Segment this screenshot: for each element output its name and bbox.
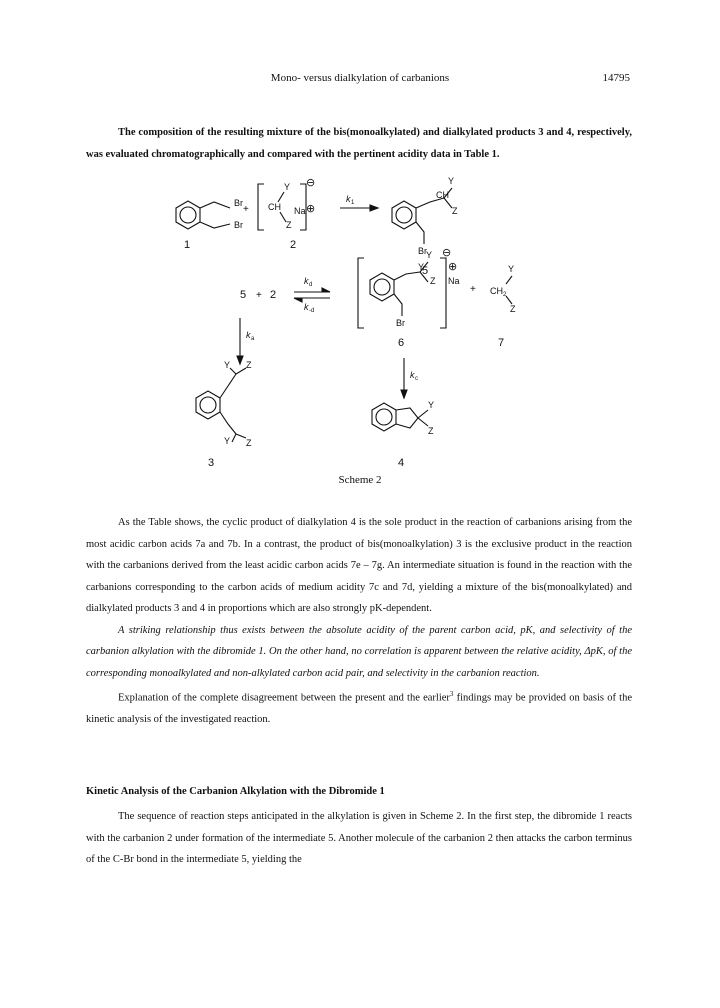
label-kc-sub: c <box>415 376 418 382</box>
page-header <box>0 72 720 92</box>
label-charge-minus-6: ⊖ <box>442 247 452 259</box>
label-kc: k <box>410 370 415 380</box>
running-title: Mono- versus dialkylation of carbanions <box>270 72 450 84</box>
label-compound-5-eq: 5 <box>240 289 247 301</box>
label-compound-2: 2 <box>290 239 297 251</box>
label-ka-sub: a <box>251 336 255 342</box>
intro-and: and <box>543 127 567 138</box>
label-kmd: k <box>304 302 309 312</box>
label-y-2: Y <box>284 182 291 192</box>
label-br-1a: Br <box>234 198 243 208</box>
scheme-caption: Scheme 2 <box>338 474 382 486</box>
label-ch2-sub-7: 2 <box>503 292 507 298</box>
page-number: 14795 <box>602 72 630 84</box>
label-compound-1: 1 <box>184 239 191 251</box>
label-na-2: Na <box>294 206 306 216</box>
label-plus-7: + <box>470 284 476 295</box>
section-heading: Kinetic Analysis of the Carbanion Alkylation with the Dibromide 1 <box>86 786 385 797</box>
label-ch-2: CH <box>268 202 281 212</box>
intro-paragraph <box>86 122 632 165</box>
label-z-3b: Z <box>246 438 252 448</box>
compound-4-structure <box>372 403 428 431</box>
label-charge-minus-2: ⊖ <box>306 177 316 189</box>
label-kd-sub: d <box>309 282 313 288</box>
reference-superscript: 3 <box>449 690 454 698</box>
body-paragraphs <box>86 512 632 731</box>
compound-ref-3: 3 <box>538 127 544 138</box>
intro-sentence-a: The composition of the resulting mixture of the bis(monoalkylated) and dialkylated products <box>118 127 539 138</box>
body-paragraph-3 <box>86 684 632 731</box>
label-z-2: Z <box>286 220 292 230</box>
compound-3-structure <box>196 368 246 442</box>
label-br-6: Br <box>396 318 405 328</box>
label-y-3b: Y <box>224 436 231 446</box>
section-paragraph-1: The sequence of reaction steps anticipated in the alkylation is given in Scheme 2. In the first step, the dibromide 1 reacts with the carbanion 2 under formation of the intermediate 5. Another molecule of the carbanion 2 then attacks the carbon terminus of the C-Br bond in the intermediate 5, yielding the <box>86 811 632 865</box>
body-paragraph-3b: findings may be provided on basis of the kinetic analysis of the investigated reaction. <box>86 692 632 725</box>
body-paragraph-1: As the Table shows, the cyclic product of dialkylation 4 is the sole product in the reaction of carbanions arising from the most acidic carbon acids 7a and 7b. In a contrast, the product of bis(monoalkylation) 3 is the exclusive product in the reaction with the carbanions derived from the least acidic carbon acids 7e – 7g. An intermediate situation is found in the reaction with the carbanions corresponding to the carbon acids of medium acidity 7c and 7d, yielding a mixture of the bis(monoalkylated) and dialkylated products 3 and 4 in proportions which are also strongly pK-dependent. <box>86 517 632 614</box>
label-z-6: Z <box>430 276 436 286</box>
equilibrium-arrows <box>294 288 330 302</box>
label-y-3a: Y <box>224 360 231 370</box>
label-compound-2-eq: 2 <box>270 289 277 301</box>
label-br-1b: Br <box>234 220 243 230</box>
scheme-svg <box>0 172 720 502</box>
label-compound-3: 3 <box>208 457 215 469</box>
label-compound-7: 7 <box>498 337 505 349</box>
label-compound-4: 4 <box>398 457 405 469</box>
label-y-7: Y <box>508 264 515 274</box>
label-z-7: Z <box>510 304 516 314</box>
label-kmd-sub: -d <box>309 308 315 314</box>
label-ka: k <box>246 330 251 340</box>
label-z-5: Z <box>452 206 458 216</box>
body-paragraph-2: A striking relationship thus exists between the absolute acidity of the parent carbon acid, pK, and selectivity of the carbanion alkylation with the dibromide 1. On the other hand, no correlation is apparent between the relative acidity, ΔpK, of the corresponding monoalkylated and non-alkylated carbon acid pair, and selectivity in the carbanion reaction. <box>86 624 632 679</box>
reaction-scheme <box>0 172 720 502</box>
label-y-4: Y <box>428 400 435 410</box>
label-compound-5: 5 <box>422 265 429 277</box>
label-plus-1: + <box>243 204 249 215</box>
label-z-4: Z <box>428 426 434 436</box>
label-plus-eq: + <box>256 290 262 301</box>
label-ch-5: CH <box>436 190 449 200</box>
label-charge-plus-2: ⊕ <box>306 203 316 215</box>
compound-1-structure <box>176 201 230 229</box>
label-y-5: Y <box>448 176 455 186</box>
label-compound-6: 6 <box>398 337 405 349</box>
compound-ref-4: 4 <box>566 127 572 138</box>
label-y-6: Y <box>426 250 433 260</box>
body-paragraph-3a: Explanation of the complete disagreement between the present and the earlier <box>118 692 450 704</box>
label-charge-plus-6: ⊕ <box>448 261 458 273</box>
label-z-3a: Z <box>246 360 252 370</box>
label-kd: k <box>304 276 309 286</box>
label-br-5: Br <box>418 246 427 256</box>
label-k1-sub: 1 <box>351 200 355 206</box>
intro-sentence-b: , respectively, was evaluated chromatographically and compared with the pertinent acidity data in Table 1. <box>86 127 632 160</box>
intro-text <box>86 122 632 165</box>
label-na-6: Na <box>448 276 460 286</box>
label-ch-7: CH <box>490 286 503 296</box>
section-text <box>86 806 632 871</box>
label-k1: k <box>346 194 351 204</box>
label-c-6: Y <box>418 262 425 272</box>
